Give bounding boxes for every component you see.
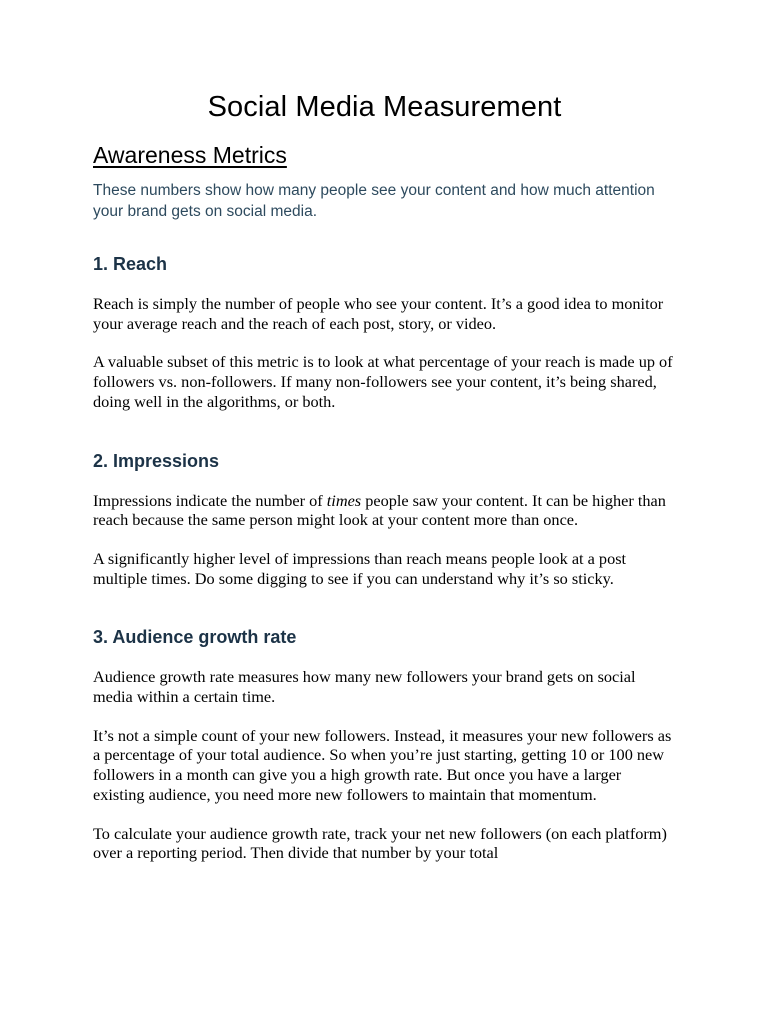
metric-reach — [93, 252, 676, 412]
paragraph-text: people saw your content. It can be higher than reach because the same person might look at your content more than once. — [93, 490, 666, 530]
section-heading-awareness-metrics: Awareness Metrics — [93, 142, 287, 168]
paragraph — [93, 491, 676, 530]
metric-heading: 1. Reach — [93, 254, 168, 274]
paragraph: Reach is simply the number of people who see your content. It’s a good idea to monitor your average reach and the reach of each post, story, or video. — [93, 294, 664, 333]
metric-heading: 2. Impressions — [93, 450, 220, 471]
emphasized-text: times — [326, 490, 362, 510]
paragraph: A significantly higher level of impressions than reach means people look at a post multiple times. Do some digging to see if you can understand why it’s so sticky. — [93, 548, 627, 588]
paragraph-text: Impressions indicate the number of — [93, 490, 327, 510]
metric-heading: 3. Audience growth rate — [93, 627, 297, 648]
paragraph: A valuable subset of this metric is to look at what percentage of your reach is made up of followers vs. non-followers. If many non-followers see your content, it’s being shared, doing well in the algorithms, or both. — [93, 352, 673, 411]
paragraph: To calculate your audience growth rate, track your net new followers (on each platform) over a reporting period. Then divide that number by your total — [93, 823, 667, 863]
metric-impressions — [93, 449, 676, 589]
paragraph: Audience growth rate measures how many new followers your brand gets on social media within a certain time. — [93, 667, 636, 707]
paragraph: It’s not a simple count of your new followers. Instead, it measures your new followers as a percentage of your total audience. So when you’re just starting, getting 10 or 100 new followers in a month can give you a high growth rate. But once you have a larger existing audience, you need more new followers to maintain that momentum. — [93, 725, 672, 804]
page-title: Social Media Measurement — [207, 91, 562, 123]
metric-audience-growth-rate — [93, 625, 676, 863]
section-intro: These numbers show how many people see your content and how much attention your brand gets on social media. — [93, 182, 655, 220]
